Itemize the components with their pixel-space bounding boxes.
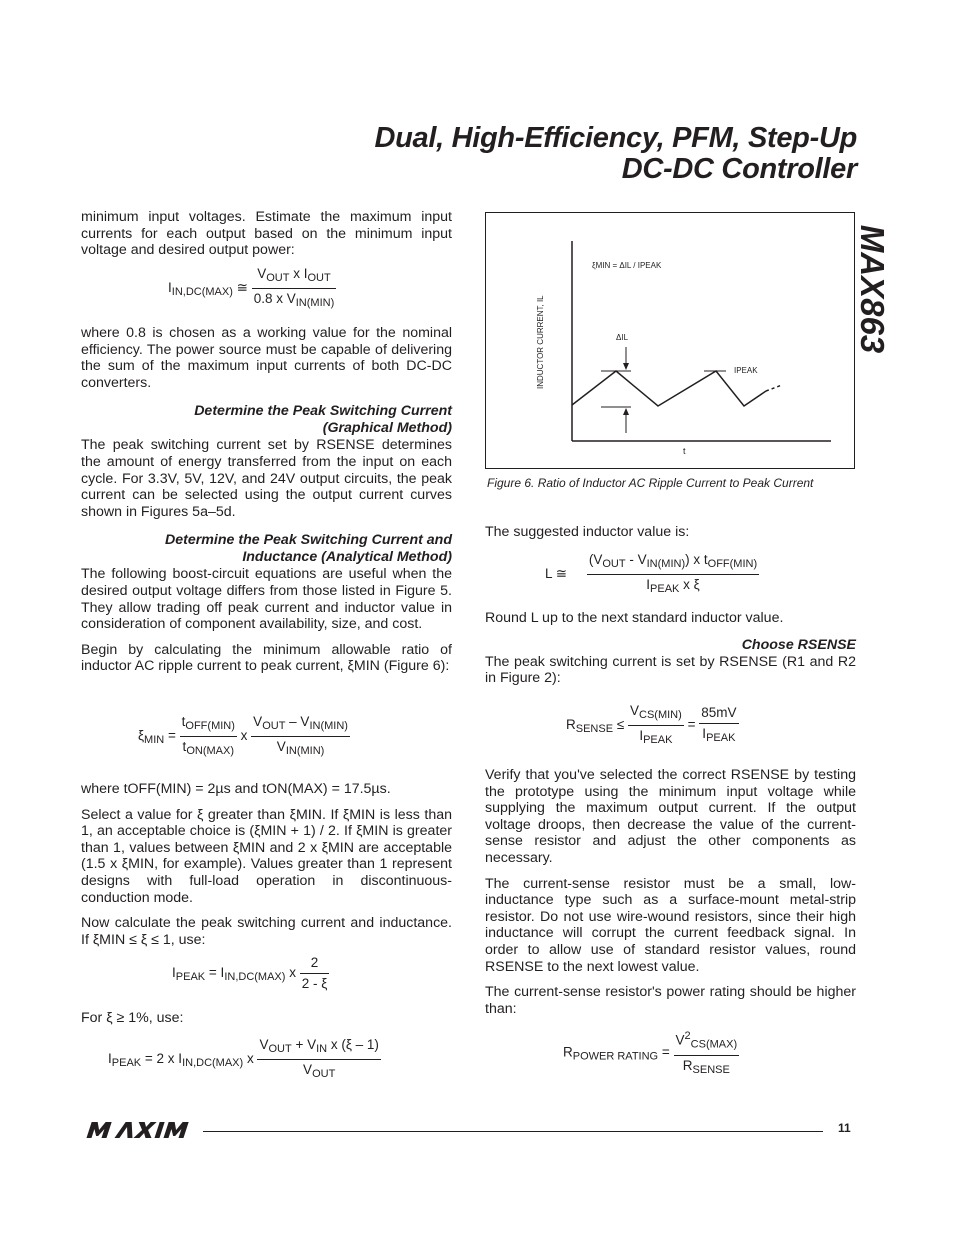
eq-term: I [168,280,172,296]
eq-term: I [172,965,176,981]
eq-term: V [630,703,640,718]
equation-power-rating [563,1028,739,1078]
section-heading-analytical [81,532,452,566]
eq-sub: SENSE [575,723,614,736]
equation-ipeak-1 [172,955,329,992]
eq-term: I [108,1051,112,1067]
eq-sub: MIN [144,734,165,747]
eq-sub: OUT [262,720,286,732]
section-heading-rsense: Choose RSENSE [741,636,856,653]
eq-fraction [252,266,337,311]
part-number-tab [854,210,908,370]
left-column-block-3 [81,781,452,957]
eq-sub: CS(MAX) [690,1038,738,1051]
eq-sub: IN(MIN) [309,720,348,732]
eq-op: x [240,728,248,744]
page-number: 11 [838,1121,851,1135]
eq-term: – V [285,714,310,729]
eq-op: = [167,728,176,744]
eq-term: 0.8 x V [253,291,296,306]
eq-fraction [257,1037,380,1082]
eq-sub: OFF(MIN) [707,558,758,570]
maxim-logo-icon [84,1121,194,1139]
eq-op: = [208,965,217,981]
paragraph: The current-sense resistor must be a small, low-inductance type such as a surface-mount metal-strip resistor. Do not use wire-wound resistors, since their high inductance will corrupt the current feedback signal. In order to allow use of standard resistor values, round RSENSE to the next lowest value. [485,875,856,975]
eq-fraction [300,955,330,992]
eq-term: t [182,739,187,754]
eq-sub: ON(MAX) [186,745,234,757]
eq-sub: IN,DC(MAX) [224,971,286,984]
eq-sub: PEAK [706,732,736,744]
eq-term: R [563,1044,573,1060]
arrow-up-icon [623,408,629,415]
paragraph: The peak switching current is set by RSENSE (R1 and R2 in Figure 2): [485,653,856,687]
heading-line: Inductance (Analytical Method) [242,549,452,566]
eq-term: V [259,1037,269,1052]
eq-term: V [675,1032,685,1048]
equation-xi-min [138,714,350,759]
eq-term: x ξ [679,577,700,592]
eq-term: V [257,266,267,281]
eq-fraction [628,703,684,748]
eq-sub: IN(MIN) [646,558,686,570]
eq-term: ξ [138,728,145,744]
xi-min-annotation: ξMIN = ΔIL / IPEAK [592,261,662,270]
eq-sub: IN(MIN) [285,745,325,757]
left-column-block-2 [81,325,452,684]
eq-op: ≅ [236,280,248,296]
equation-iin-max [168,266,336,311]
eq-sub: PEAK [111,1057,142,1070]
eq-term: I [702,726,707,741]
maxim-logo [84,1121,194,1144]
equation-rsense [566,703,739,748]
eq-term: 2 [300,955,330,974]
eq-sub: OUT [268,1043,292,1055]
paragraph: The following boost-circuit equations are useful when the desired output voltage differs from those listed in Figure 5. They allow trading off peak current and inductor value in consideration of component availability, size, and cost. [81,566,452,633]
eq-fraction [251,714,350,759]
right-column-block-3 [485,767,856,1026]
eq-term: t [181,714,186,729]
heading-line: Determine the Peak Switching Current [194,403,452,420]
eq-sub: IN [316,1043,328,1055]
eq-term: 85mV [699,705,738,724]
eq-term: I [646,577,651,592]
x-axis-label: t [683,446,686,456]
eq-sub: PEAK [643,734,673,746]
eq-sub: OUT [312,1068,336,1080]
eq-fraction [674,1028,740,1078]
eq-sub: OFF(MIN) [185,720,235,732]
delta-il-label: ΔIL [616,333,629,342]
equation-ipeak-2 [108,1037,381,1082]
eq-sub: CS(MIN) [639,709,682,721]
eq-op: ≤ [616,717,625,733]
figure-6 [485,212,855,469]
eq-term: V [303,1062,313,1077]
figure-caption: Figure 6. Ratio of Inductor AC Ripple Current to Peak Current [487,476,814,490]
eq-sup: 2 [684,1030,691,1042]
paragraph: Select a value for ξ greater than ξMIN. If ξMIN is less than 1, an acceptable choice is (ξMIN + 1) / 2. If ξMIN is greater than 1, values between ξMIN and 2 x ξMIN are acceptable (1.5 x ξMIN, for example). Values greater than 1 represent designs with full-load operation in discontinuous-conduction mode. [81,806,452,906]
eq-term: - V [625,552,647,567]
eq-fraction [180,714,237,759]
part-number: MAX863 [854,224,892,354]
eq-term: R [682,1057,693,1073]
eq-sub: SENSE [692,1063,730,1076]
eq-term: 2 x I [156,1051,183,1067]
eq-term: V [276,739,286,754]
eq-term: 2 - ξ [301,976,328,991]
eq-sub: IN(MIN) [295,297,335,309]
eq-sub: POWER RATING [572,1050,659,1063]
eq-op: = [144,1051,153,1067]
eq-sub: PEAK [175,971,206,984]
waveform-continuation [766,385,782,391]
current-waveform [572,371,766,406]
paragraph: Begin by calculating the minimum allowable ratio of inductor AC ripple current to peak current, ξMIN (Figure 6): [81,641,452,675]
page-title-line2: DC-DC Controller [621,153,857,185]
heading-line: Determine the Peak Switching Current and [165,532,452,549]
paragraph: The peak switching current set by RSENSE determines the amount of energy transferred from the input on each cycle. For 3.3V, 5V, 12V, and 24V output circuits, the peak current can be selected using the output current curves shown in Figures 5a–5d. [81,437,452,520]
ipeak-label: IPEAK [734,366,758,375]
paragraph: For ξ ≥ 1%, use: [81,1010,184,1026]
eq-op: = [661,1044,670,1060]
arrow-down-icon [623,363,629,370]
left-column [81,209,452,268]
eq-term: I [220,965,225,981]
section-heading-graphical [81,403,452,437]
eq-op: ≅ [555,566,568,582]
paragraph: Round L up to the next standard inductor value. [485,610,784,626]
page-title [374,123,857,185]
eq-sub: IN,DC(MAX) [182,1057,244,1070]
paragraph: minimum input voltages. Estimate the maximum input currents for each output based on the minimum input voltage and desired output power: [81,209,452,259]
eq-term: V [593,552,603,567]
eq-op: x [246,1051,254,1067]
eq-sub: OUT [307,272,331,284]
eq-term: + V [291,1037,317,1052]
eq-term: I [639,728,644,743]
eq-sub: PEAK [650,583,680,595]
eq-term: R [566,717,576,733]
paragraph: where 0.8 is chosen as a working value for the nominal efficiency. The power source must be capable of delivering the sum of the maximum input currents of both DC-DC converters. [81,325,452,391]
eq-sub: OUT [602,558,626,570]
paragraph: Now calculate the peak switching current and inductance. If ξMIN ≤ ξ ≤ 1, use: [81,915,452,948]
eq-fraction: $\frac{(V_{OUT} - V_{IN(MIN)}) x t_{OFF(MIN)}}{I_{PEAK} x \xi}$ [588,552,758,595]
footer-rule [203,1131,823,1132]
eq-term: x t [689,552,708,567]
y-axis-label: INDUCTOR CURRENT, IL [536,295,545,389]
eq-fraction [699,705,738,746]
page-title-line1: Dual, High-Efficiency, PFM, Step-Up [374,122,857,154]
paragraph: The current-sense resistor's power rating should be higher than: [485,984,856,1017]
eq-sub: IN,DC(MAX) [171,286,233,299]
paragraph: where tOFF(MIN) = 2µs and tON(MAX) = 17.5µs. [81,781,391,797]
right-column [485,524,856,550]
eq-term: L [545,566,553,582]
right-column-block-2 [485,610,856,696]
paragraph: Verify that you've selected the correct RSENSE by testing the prototype using the minimum input voltage while supplying the maximum output current. If the output voltage droops, then decrease the value of the current-sense resistor and adjust the other components as necessary. [485,767,856,866]
eq-op: = [687,717,696,733]
left-column-block-4 [81,1010,452,1036]
eq-term: x I [289,266,308,281]
eq-term: x (ξ – 1) [327,1037,379,1052]
equation-inductor [545,552,759,597]
eq-op: x [289,965,296,981]
eq-sub: OUT [266,272,290,284]
paragraph: The suggested inductor value is: [485,524,690,540]
eq-term: V [253,714,263,729]
heading-line: (Graphical Method) [322,420,452,437]
